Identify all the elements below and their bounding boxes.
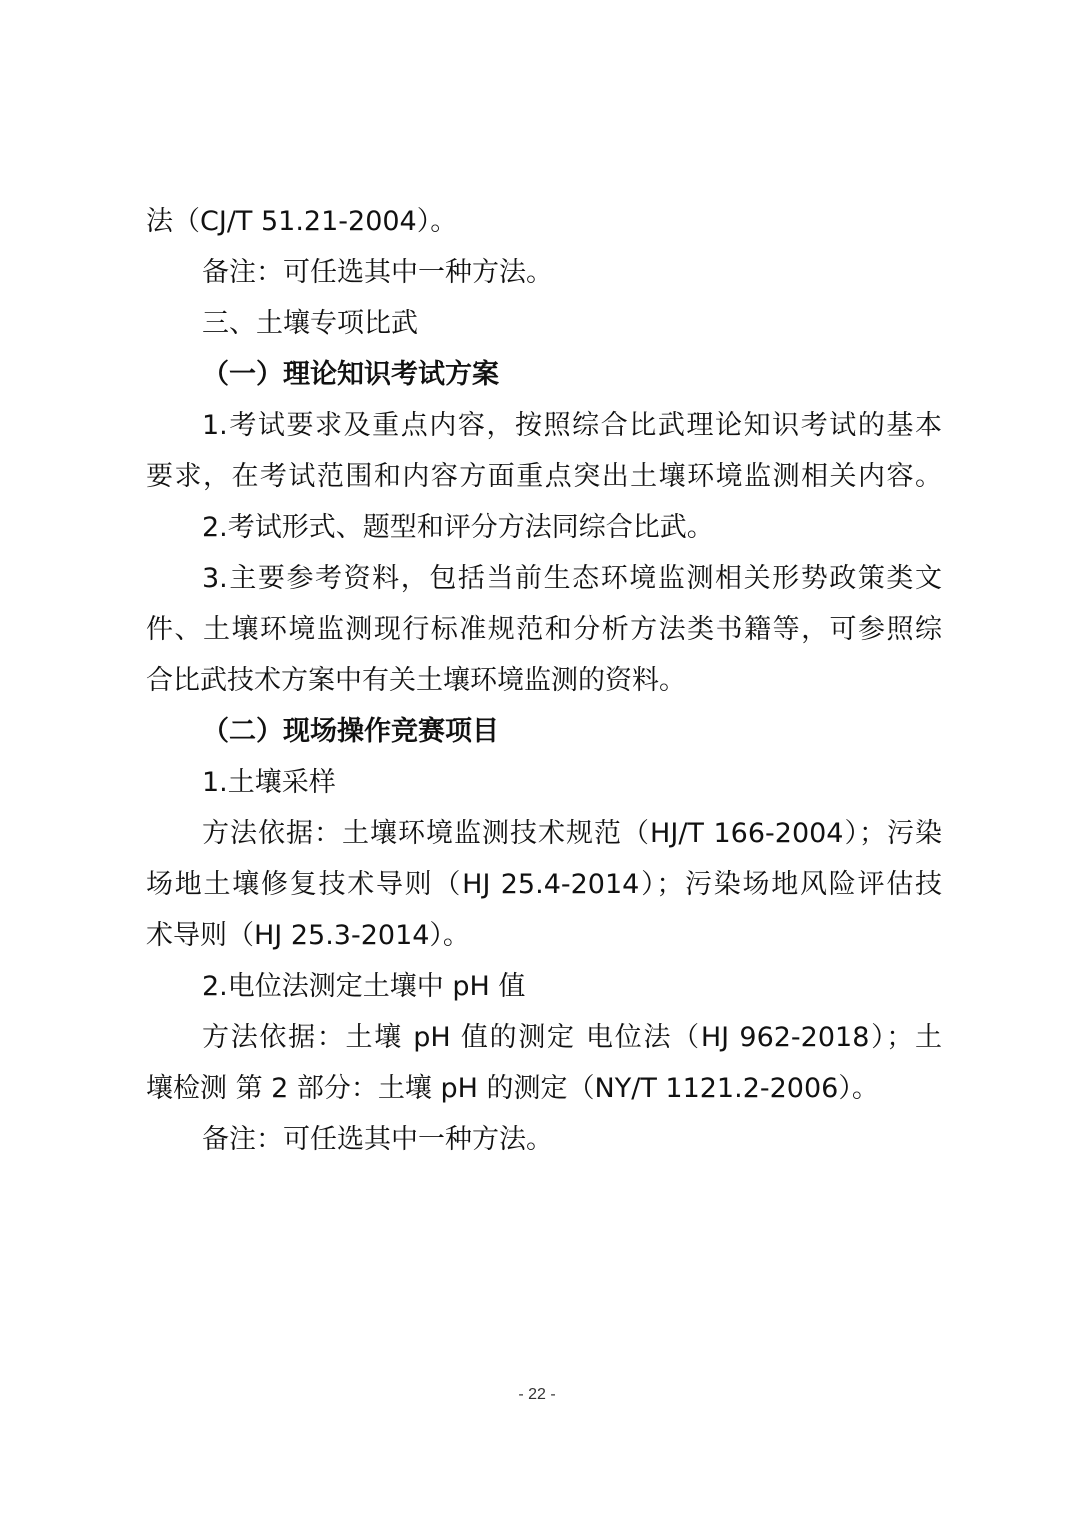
document-body (146, 196, 942, 1165)
subsection-heading: （一）理论知识考试方案 (202, 359, 499, 390)
paragraph-line: 壤检测 第 2 部分：土壤 pH 的测定（NY/T 1121.2-2006）。 (146, 1073, 879, 1104)
paragraph-line: 方法依据：土壤 pH 值的测定 电位法（HJ 962-2018）；土 (202, 1022, 942, 1053)
note-line: 备注：可任选其中一种方法。 (202, 257, 553, 288)
paragraph-line: 要求，在考试范围和内容方面重点突出土壤环境监测相关内容。 (146, 461, 942, 492)
item-heading: 2.电位法测定土壤中 pH 值 (202, 971, 526, 1002)
paragraph-line: 件、土壤环境监测现行标准规范和分析方法类书籍等，可参照综 (146, 614, 942, 645)
paragraph-line: 方法依据：土壤环境监测技术规范（HJ/T 166-2004）；污染 (202, 818, 942, 849)
paragraph-line: 2.考试形式、题型和评分方法同综合比武。 (202, 512, 714, 543)
paragraph-line: 1.考试要求及重点内容，按照综合比武理论知识考试的基本 (202, 410, 942, 441)
paragraph-line: 场地土壤修复技术导则（HJ 25.4-2014）；污染场地风险评估技 (146, 869, 942, 900)
section-heading: 三、土壤专项比武 (202, 308, 418, 339)
paragraph-line: 合比武技术方案中有关土壤环境监测的资料。 (146, 665, 686, 696)
note-line: 备注：可任选其中一种方法。 (202, 1124, 553, 1155)
paragraph-line: 3.主要参考资料，包括当前生态环境监测相关形势政策类文 (202, 563, 942, 594)
item-heading: 1.土壤采样 (202, 767, 336, 798)
paragraph-line: 术导则（HJ 25.3-2014）。 (146, 920, 470, 951)
subsection-heading: （二）现场操作竞赛项目 (202, 716, 499, 747)
page-number: - 22 - (518, 1386, 556, 1403)
paragraph-line-continuation: 法（CJ/T 51.21-2004）。 (146, 206, 458, 237)
